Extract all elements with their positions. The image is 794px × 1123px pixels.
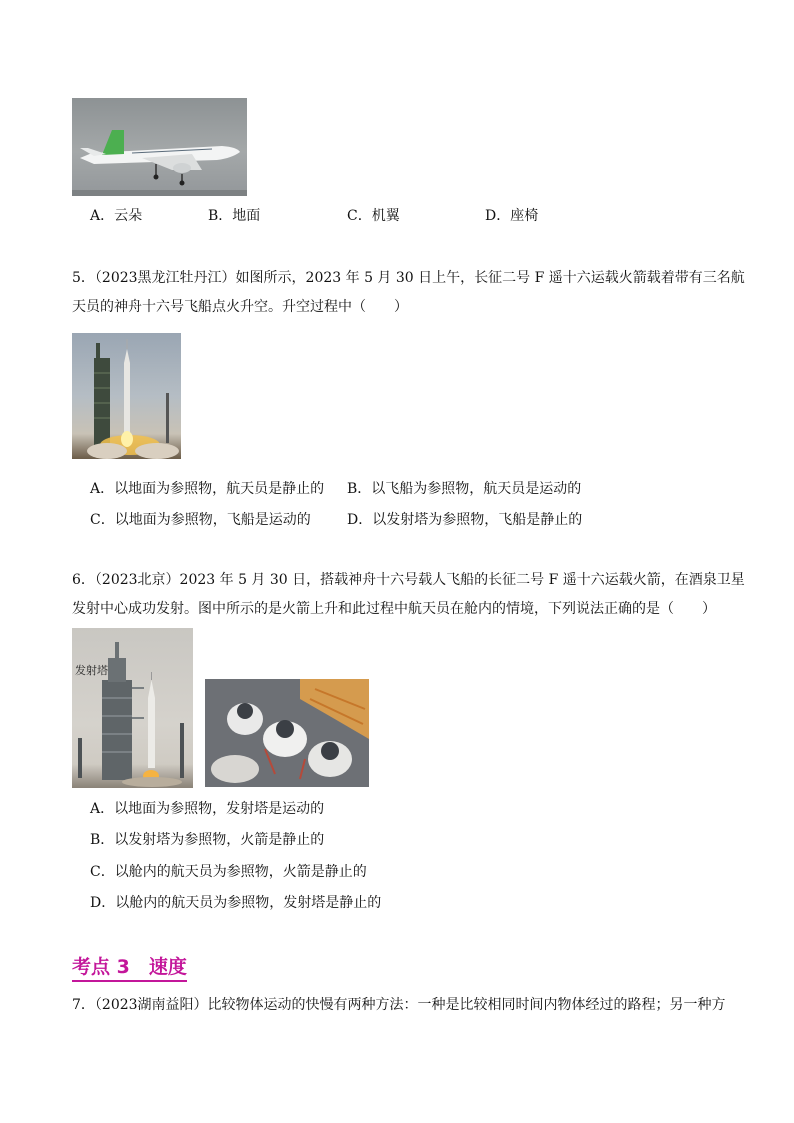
q5-option-a: A．以地面为参照物，航天员是静止的 — [90, 481, 325, 497]
astronauts-in-cabin-photo — [205, 679, 369, 787]
q4-option-c: C．机翼 — [347, 208, 400, 224]
question-6-line-2: 发射中心成功发射。图中所示的是火箭上升和此过程中航天员在舱内的情境，下列说法正确的是（ ） — [72, 601, 716, 617]
rocket-launch-photo — [72, 333, 181, 459]
q5-option-d: D．以发射塔为参照物，飞船是静止的 — [347, 512, 583, 528]
question-5-line-2: 天员的神舟十六号飞船点火升空。升空过程中（ ） — [72, 299, 408, 315]
question-7-line-1: 7．（2023湖南益阳）比较物体运动的快慢有两种方法：一种是比较相同时间内物体经过的路程；另一种方 — [72, 997, 726, 1013]
question-5-line-1: 5．（2023黑龙江牡丹江）如图所示，2023 年 5 月 30 日上午，长征二号 F 遥十六运载火箭载着带有三名航 — [72, 270, 745, 286]
question-6 — [72, 566, 745, 624]
launch-tower-label: 发射塔 — [75, 664, 108, 677]
q5-option-c: C．以地面为参照物，飞船是运动的 — [90, 512, 311, 528]
airplane-photo — [72, 98, 247, 196]
q4-option-b: B．地面 — [208, 208, 261, 224]
question-5 — [72, 264, 745, 322]
q6-option-c: C．以舱内的航天员为参照物，火箭是静止的 — [90, 864, 367, 880]
section-heading-speed: 考点 3 速度 — [72, 955, 187, 982]
question-6-line-1: 6．（2023北京）2023 年 5 月 30 日，搭载神舟十六号载人飞船的长征二号 F 遥十六运载火箭，在酒泉卫星 — [72, 572, 745, 588]
q4-option-d: D．座椅 — [485, 208, 539, 224]
q6-option-d: D．以舱内的航天员为参照物，发射塔是静止的 — [90, 895, 382, 911]
q6-option-b: B．以发射塔为参照物，火箭是静止的 — [90, 832, 325, 848]
q6-option-a: A．以地面为参照物，发射塔是运动的 — [90, 801, 325, 817]
launch-tower-photo — [72, 628, 193, 788]
q4-option-a: A．云朵 — [90, 208, 143, 224]
question-7 — [72, 991, 726, 1020]
q5-option-b: B．以飞船为参照物，航天员是运动的 — [347, 481, 582, 497]
